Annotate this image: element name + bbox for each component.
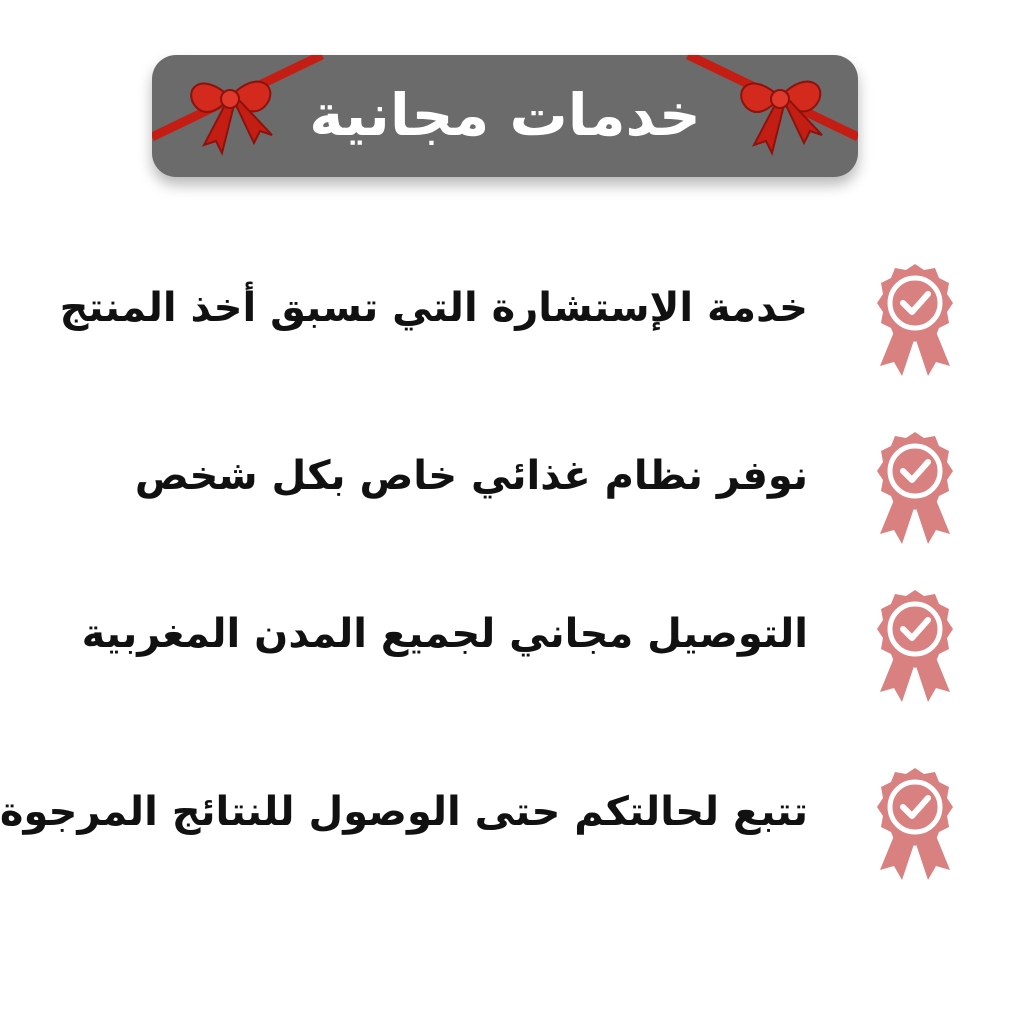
feature-text: خدمة الإستشارة التي تسبق أخذ المنتج (59, 285, 808, 331)
feature-item (28, 430, 958, 550)
badge-check-icon (872, 430, 958, 550)
feature-item (0, 766, 958, 886)
title-banner (152, 55, 858, 177)
badge-check-icon (872, 766, 958, 886)
feature-item (28, 262, 958, 382)
feature-text: نوفر نظام غذائي خاص بكل شخص (134, 453, 808, 499)
feature-item (28, 588, 958, 708)
feature-text: تتبع لحالتكم حتى الوصول للنتائج المرجوة (0, 789, 808, 835)
page-title: خدمات مجانية (309, 81, 701, 149)
badge-check-icon (872, 262, 958, 382)
badge-check-icon (872, 588, 958, 708)
feature-text: التوصيل مجاني لجميع المدن المغربية (81, 611, 808, 657)
